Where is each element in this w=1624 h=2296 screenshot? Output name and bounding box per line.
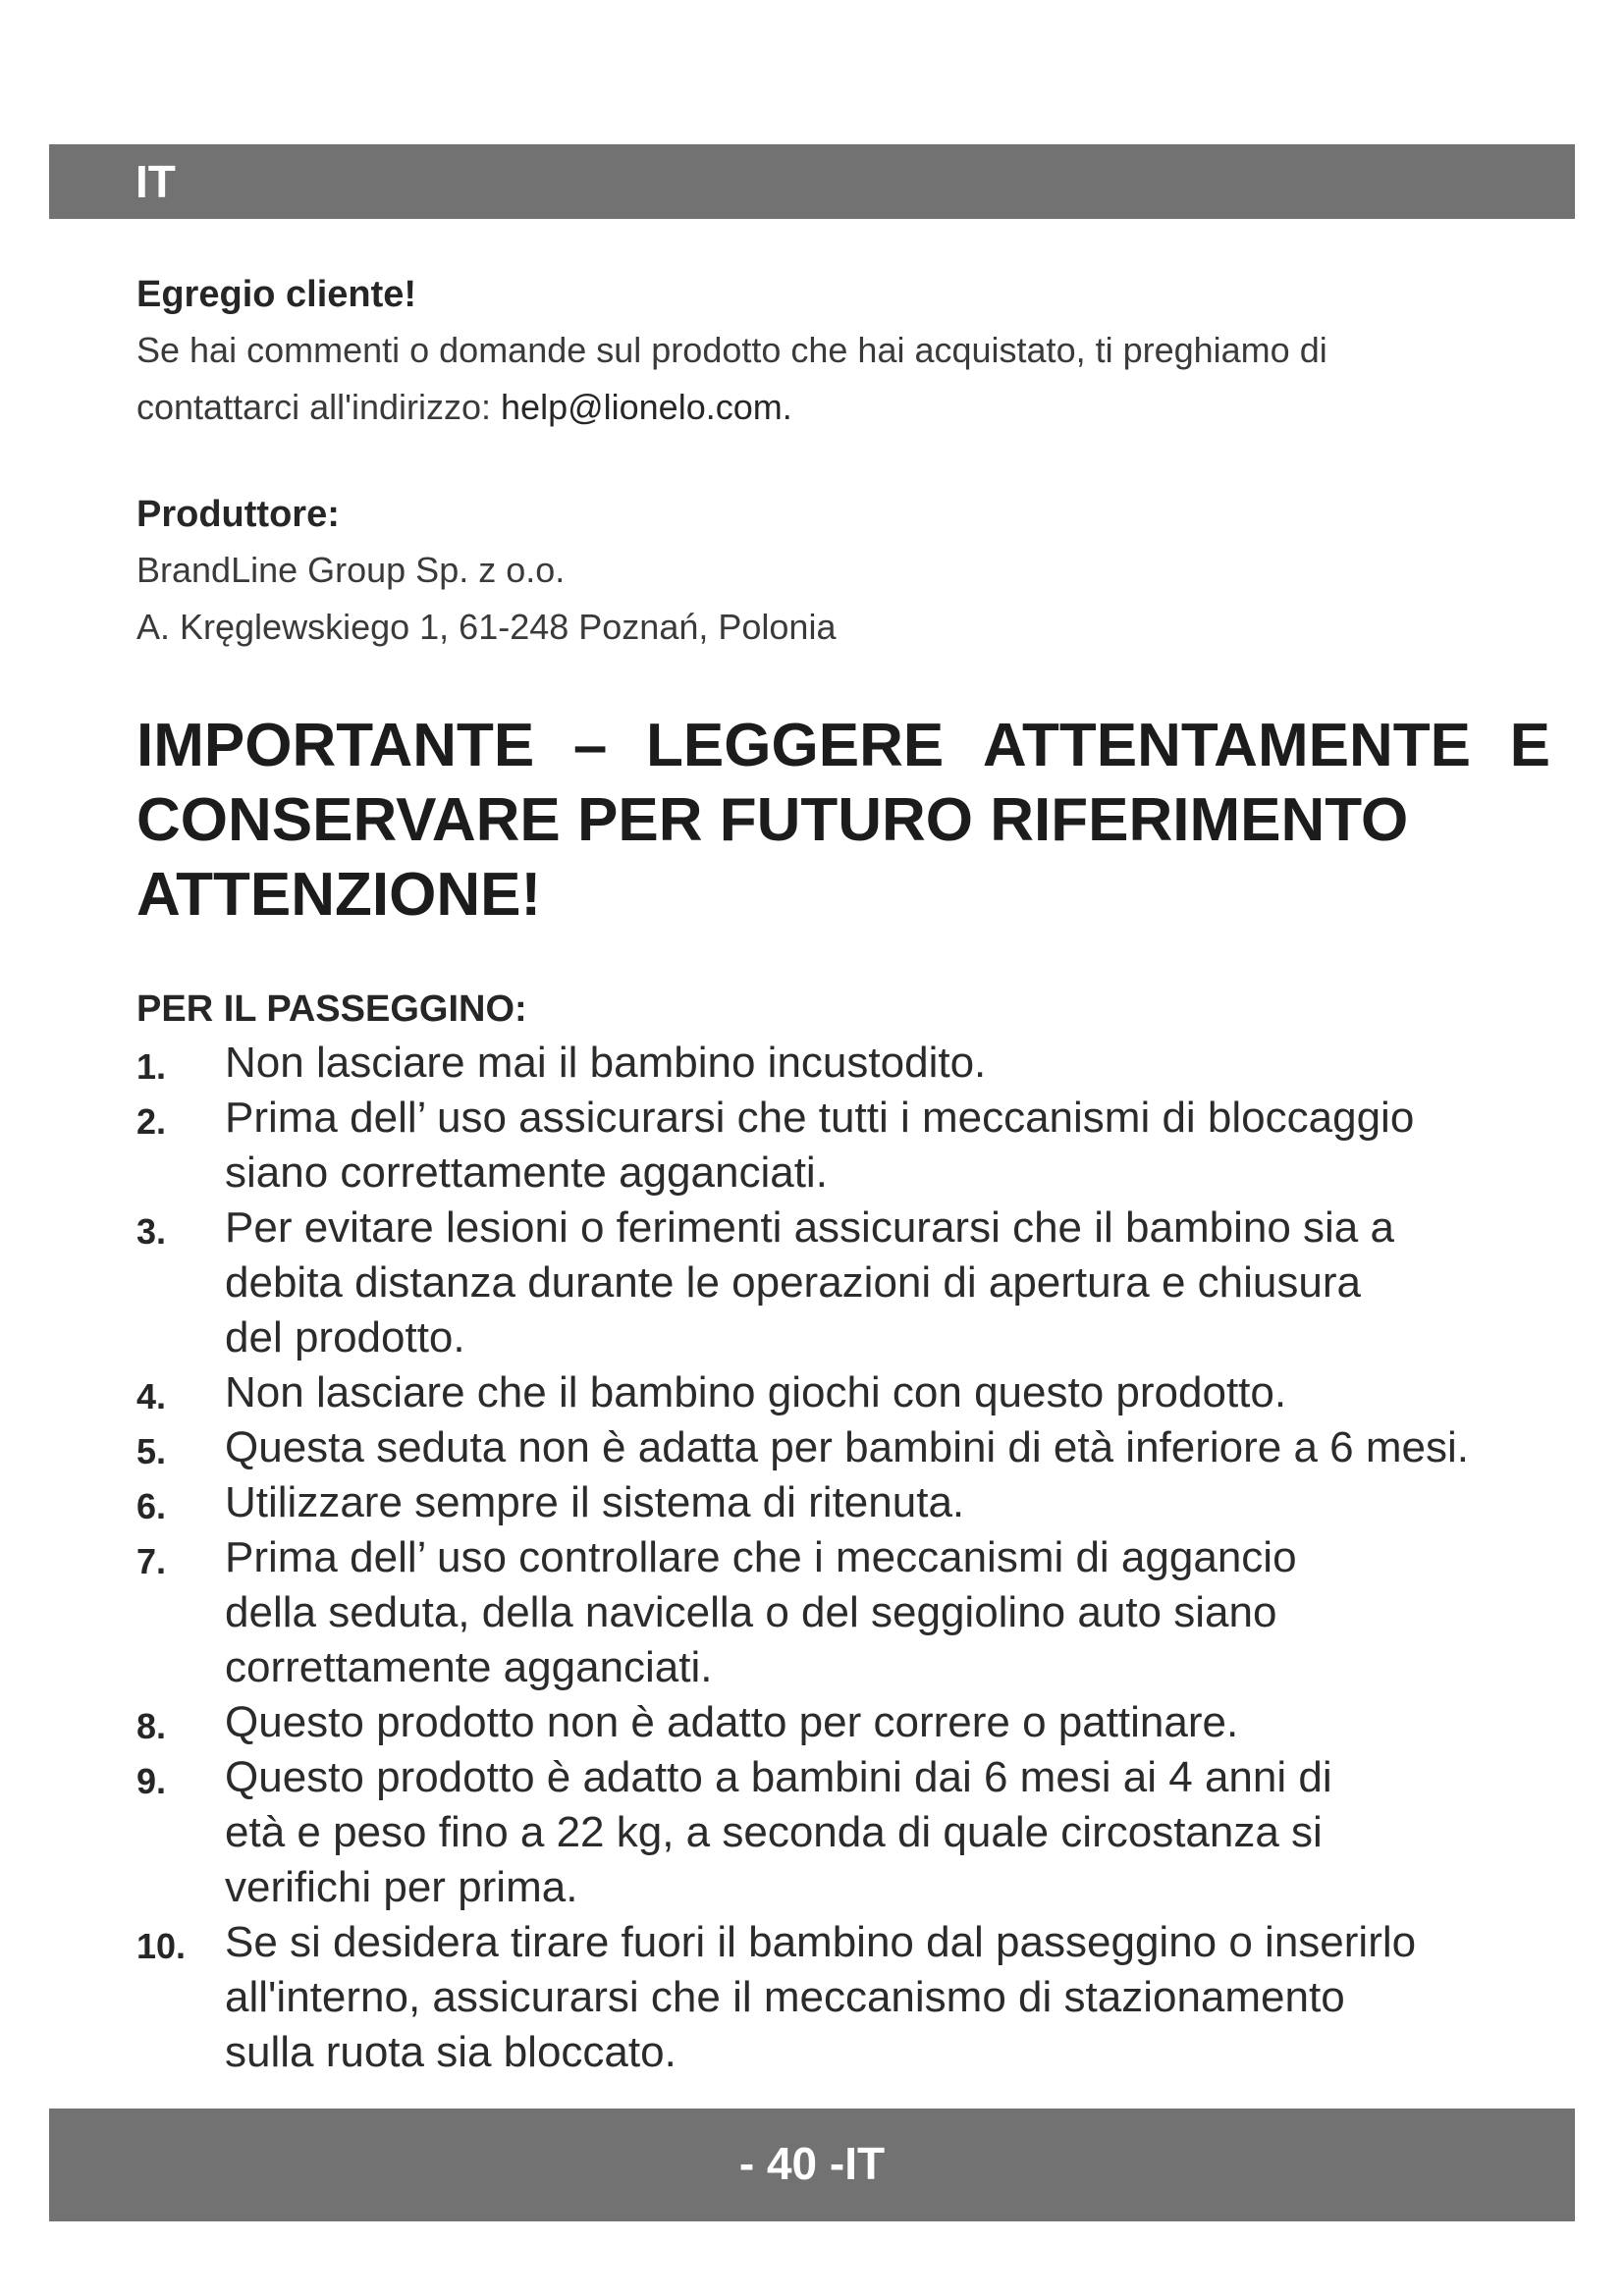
headline-word: –	[572, 712, 608, 779]
important-headline	[136, 709, 1550, 933]
rule-text-line: correttamente agganciati.	[225, 1643, 713, 1691]
greeting-block	[136, 267, 1550, 436]
rule-text-line: Questa seduta non è adatta per bambini di età inferiore a 6 mesi.	[225, 1423, 1469, 1471]
rule-text-line: Prima dell’ uso assicurarsi che tutti i meccanismi di bloccaggio	[225, 1094, 1415, 1142]
manufacturer-title: Produttore:	[136, 494, 340, 535]
greeting-line2-prefix: contattarci all'indirizzo:	[136, 387, 502, 427]
rule-item	[136, 1915, 1580, 2080]
rule-number: 6.	[136, 1486, 167, 1526]
rule-number: 5.	[136, 1431, 167, 1471]
manufacturer-block	[136, 487, 1550, 656]
rule-item	[136, 1201, 1580, 1365]
rule-text-line: Questo prodotto è adatto a bambini dai 6 mesi ai 4 anni di	[225, 1753, 1332, 1801]
rule-text-line: verifichi per prima.	[225, 1863, 578, 1911]
rule-item	[136, 1036, 1580, 1091]
rule-text-line: Se si desidera tirare fuori il bambino dal passeggino o inserirlo	[225, 1918, 1417, 1966]
headline-line1	[136, 709, 1550, 783]
rule-text-line: all'interno, assicurarsi che il meccanismo di stazionamento	[225, 1973, 1345, 2021]
rule-number: 7.	[136, 1541, 167, 1581]
rule-text-line: età e peso fino a 22 kg, a seconda di quale circostanza si	[225, 1808, 1323, 1856]
rule-item	[136, 1091, 1580, 1201]
rule-number: 9.	[136, 1761, 167, 1801]
manufacturer-company: BrandLine Group Sp. z o.o.	[136, 550, 566, 590]
rule-item	[136, 1750, 1580, 1915]
greeting-title: Egregio cliente!	[136, 274, 417, 315]
rule-text-line: Utilizzare sempre il sistema di ritenuta.	[225, 1478, 965, 1526]
contact-email: help@lionelo.com.	[501, 387, 792, 427]
language-code: IT	[135, 156, 176, 207]
header-band	[49, 144, 1575, 219]
rule-text-line: siano correttamente agganciati.	[225, 1148, 828, 1197]
greeting-line1: Se hai commenti o domande sul prodotto che hai acquistato, ti preghiamo di	[136, 330, 1327, 370]
rule-text-line: Questo prodotto non è adatto per correre o pattinare.	[225, 1698, 1239, 1746]
rule-text-line: sulla ruota sia bloccato.	[225, 2028, 677, 2076]
rule-number: 10.	[136, 1926, 187, 1966]
headline-word: IMPORTANTE	[136, 712, 535, 779]
rule-number: 2.	[136, 1101, 167, 1142]
rule-item	[136, 1695, 1580, 1750]
headline-line3: ATTENZIONE!	[136, 861, 542, 929]
headline-line2: CONSERVARE PER FUTURO RIFERIMENTO	[136, 786, 1409, 854]
rule-number: 8.	[136, 1706, 167, 1746]
rule-item	[136, 1530, 1580, 1695]
rule-text-line: debita distanza durante le operazioni di apertura e chiusura	[225, 1258, 1361, 1307]
rule-text-line: del prodotto.	[225, 1313, 465, 1362]
rule-text-line: Prima dell’ uso controllare che i meccanismi di aggancio	[225, 1533, 1297, 1581]
rule-number: 3.	[136, 1211, 167, 1252]
rule-item	[136, 1420, 1580, 1475]
stroller-rules-list	[136, 1036, 1580, 2080]
page-number: - 40 -IT	[738, 2138, 886, 2189]
footer-band	[49, 2109, 1575, 2221]
greeting-line2	[136, 379, 1550, 436]
rule-item	[136, 1475, 1580, 1530]
stroller-section-title: PER IL PASSEGGINO:	[136, 988, 527, 1030]
rule-number: 1.	[136, 1046, 167, 1087]
headline-word: ATTENTAMENTE	[982, 712, 1471, 779]
rule-text-line: Non lasciare mai il bambino incustodito.	[225, 1039, 987, 1087]
headline-word: E	[1509, 712, 1550, 779]
headline-word: LEGGERE	[646, 712, 945, 779]
rule-text-line: Non lasciare che il bambino giochi con questo prodotto.	[225, 1368, 1287, 1416]
rule-text-line: della seduta, della navicella o del seggiolino auto siano	[225, 1588, 1277, 1636]
rule-item	[136, 1365, 1580, 1420]
manufacturer-address: A. Kręglewskiego 1, 61-248 Poznań, Polonia	[136, 607, 837, 647]
rule-number: 4.	[136, 1376, 167, 1416]
rule-text-line: Per evitare lesioni o ferimenti assicurarsi che il bambino sia a	[225, 1203, 1394, 1252]
